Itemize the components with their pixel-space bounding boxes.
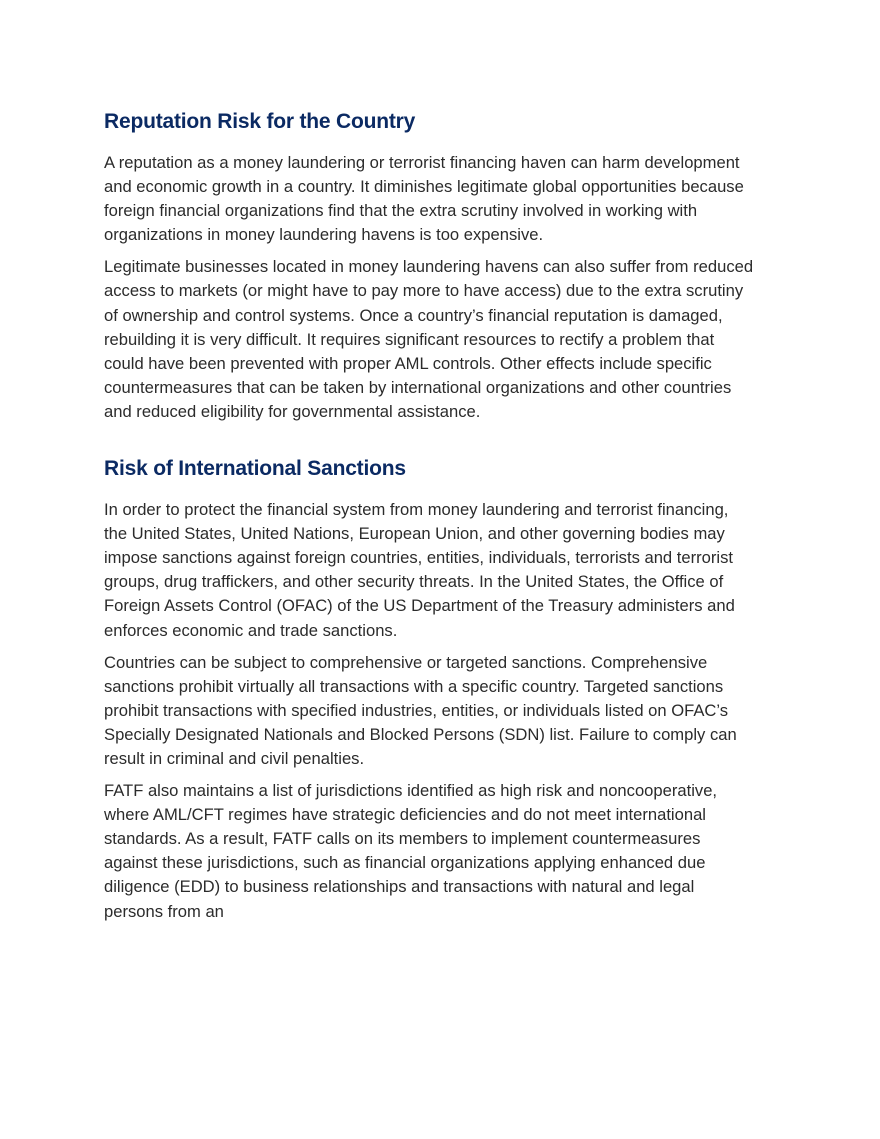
paragraph: In order to protect the financial system from money laundering and terrorist financing, the United States, United Nations, European Union, and other governing bodies may impose sanctions against foreign countries, entities, individuals, terrorists and terrorist groups, drug traffickers, and other security threats. In the United States, the Office of Foreign Assets Control (OFAC) of the US Department of the Treasury administers and enforces economic and trade sanctions. bbox=[104, 500, 735, 640]
paragraph: Countries can be subject to comprehensive or targeted sanctions. Comprehensive sanctions prohibit virtually all transactions with a specific country. Targeted sanctions prohibit transactions with specified industries, entities, or individuals listed on OFAC’s Specially Designated Nationals and Blocked Persons (SDN) list. Failure to comply can result in criminal and civil penalties. bbox=[104, 652, 737, 768]
page-content bbox=[104, 106, 754, 932]
section-heading: Risk of International Sanctions bbox=[104, 457, 406, 481]
paragraph: FATF also maintains a list of jurisdictions identified as high risk and noncooperative, where AML/CFT regimes have strategic deficiencies and do not meet international standards. As a result, FATF calls on its members to implement countermeasures against these jurisdictions, such as financial organizations applying enhanced due diligence (EDD) to business relationships and transactions with natural and legal persons from an bbox=[104, 781, 718, 921]
section-reputation-risk bbox=[104, 106, 754, 424]
section-international-sanctions bbox=[104, 453, 754, 924]
paragraph: A reputation as a money laundering or terrorist financing haven can harm development and economic growth in a country. It diminishes legitimate global opportunities because foreign financial organizations find that the extra scrutiny involved in working with organizations in money laundering havens is too expensive. bbox=[104, 153, 744, 245]
paragraph: Legitimate businesses located in money laundering havens can also suffer from reduced access to markets (or might have to pay more to have access) due to the extra scrutiny of ownership and control systems. Once a country’s financial reputation is damaged, rebuilding it is very difficult. It requires significant resources to rectify a problem that could have been prevented with proper AML controls. Other effects include specific countermeasures that can be taken by international organizations and other countries and reduced eligibility for governmental assistance. bbox=[104, 257, 754, 421]
section-heading: Reputation Risk for the Country bbox=[104, 110, 416, 133]
